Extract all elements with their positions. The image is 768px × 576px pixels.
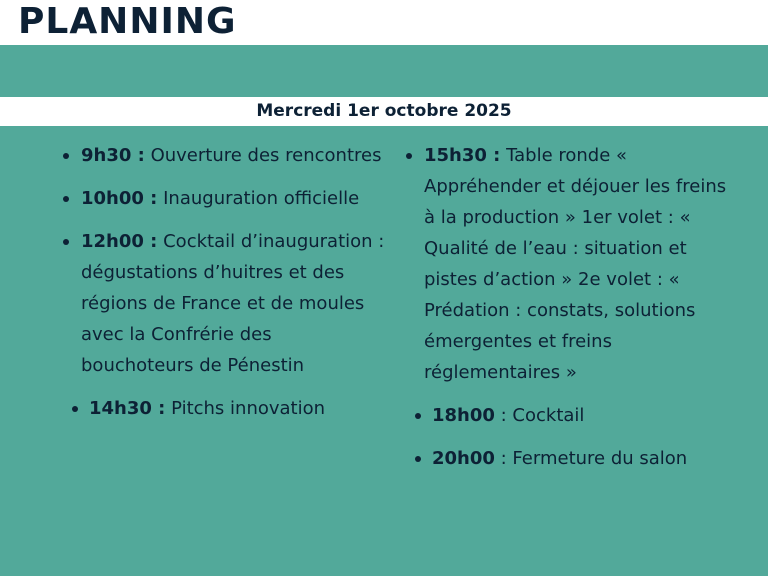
schedule-description: Ouverture des rencontres (144, 145, 382, 166)
schedule-description: Table ronde « Appréhender et déjouer les freins à la production » 1er volet : « Qualité de l’eau : situation et pistes d’action » 2e volet : « Prédation : constats, solutions émergentes et freins réglementaires » (424, 145, 727, 383)
schedule-item-inauguration (55, 183, 385, 214)
page-title: PLANNING (18, 1, 237, 42)
schedule-time: 9h30 : (81, 145, 145, 166)
schedule-description: Inauguration officielle (157, 188, 360, 209)
schedule-time: 20h00 (432, 448, 495, 469)
schedule-description: : Fermeture du salon (494, 448, 688, 469)
schedule-description: Pitchs innovation (165, 398, 326, 419)
schedule-item-opening (55, 140, 385, 171)
schedule-time: 14h30 : (89, 398, 166, 419)
schedule-time: 12h00 : (81, 231, 158, 252)
schedule-item-closing (398, 443, 738, 474)
schedule-time: 10h00 : (81, 188, 158, 209)
schedule-time: 15h30 : (424, 145, 501, 166)
schedule-description: Cocktail d’inauguration : dégustations d’huitres et des régions de France et de moules avec la Confrérie des bouchoteurs de Pénestin (81, 231, 385, 376)
date-band (0, 97, 768, 126)
schedule-column-left (55, 140, 385, 436)
schedule-item-inauguration-cocktail (55, 226, 385, 381)
event-date: Mercredi 1er octobre 2025 (256, 101, 512, 121)
schedule-column-right (398, 140, 738, 486)
schedule-item-pitchs (55, 393, 385, 424)
schedule-item-round-table (398, 140, 738, 388)
schedule-time: 18h00 (432, 405, 495, 426)
header-band (0, 0, 768, 45)
schedule-item-cocktail (398, 400, 738, 431)
schedule-description: : Cocktail (494, 405, 585, 426)
